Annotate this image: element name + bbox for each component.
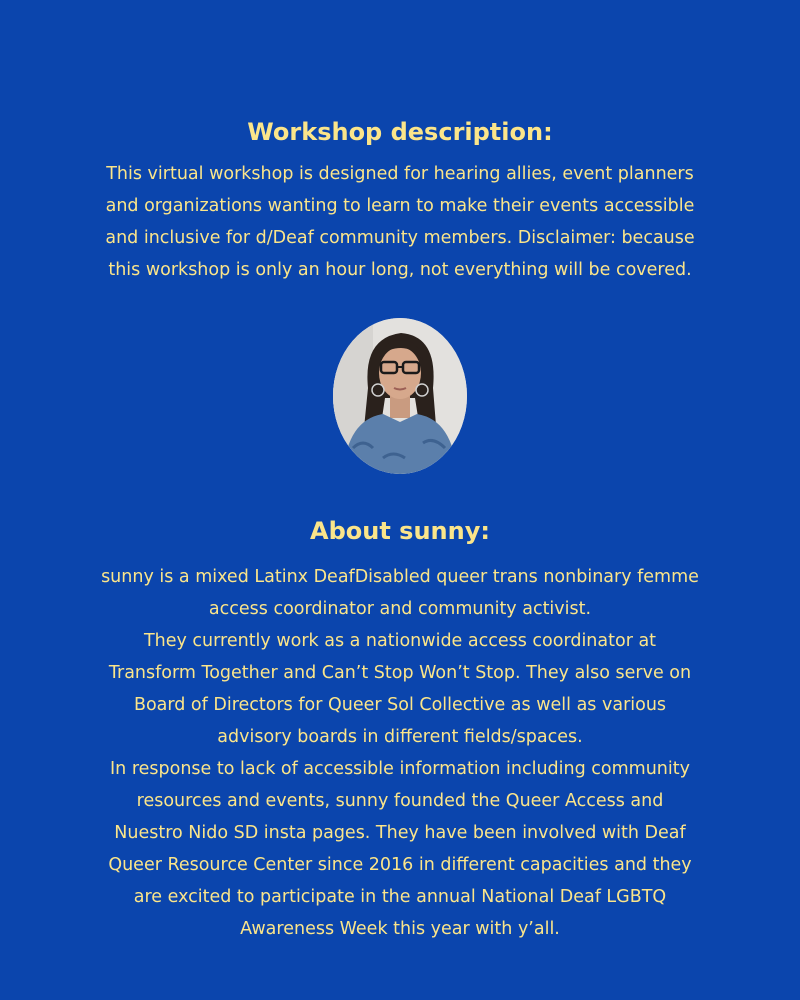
about-line: Awareness Week this year with y’all. [240, 919, 560, 939]
about-line: advisory boards in different fields/spaces. [217, 727, 583, 747]
about-line: Queer Resource Center since 2016 in different capacities and they [108, 855, 692, 875]
about-line: sunny is a mixed Latinx DeafDisabled queer trans nonbinary femme [101, 567, 699, 587]
portrait-photo [333, 318, 467, 474]
workshop-line: and organizations wanting to learn to make their events accessible [105, 196, 695, 216]
workshop-description [60, 158, 740, 286]
workshop-heading: Workshop description: [247, 118, 553, 146]
about-line: Transform Together and Can’t Stop Won’t Stop. They also serve on [108, 663, 692, 683]
about-description [60, 561, 740, 945]
workshop-line: this workshop is only an hour long, not everything will be covered. [108, 260, 692, 280]
workshop-line: and inclusive for d/Deaf community members. Disclaimer: because [105, 228, 695, 248]
about-line: In response to lack of accessible information including community [110, 759, 690, 779]
person-portrait-icon [333, 318, 467, 474]
about-line: Board of Directors for Queer Sol Collective as well as various [133, 695, 667, 715]
about-line: Nuestro Nido SD insta pages. They have been involved with Deaf [114, 823, 686, 843]
about-line: access coordinator and community activist. [208, 599, 592, 619]
about-line: They currently work as a nationwide access coordinator at [143, 631, 657, 651]
about-line: are excited to participate in the annual National Deaf LGBTQ [133, 887, 667, 907]
about-line: resources and events, sunny founded the Queer Access and [136, 791, 664, 811]
workshop-line: This virtual workshop is designed for hearing allies, event planners [106, 164, 694, 184]
about-heading: About sunny: [310, 517, 490, 545]
